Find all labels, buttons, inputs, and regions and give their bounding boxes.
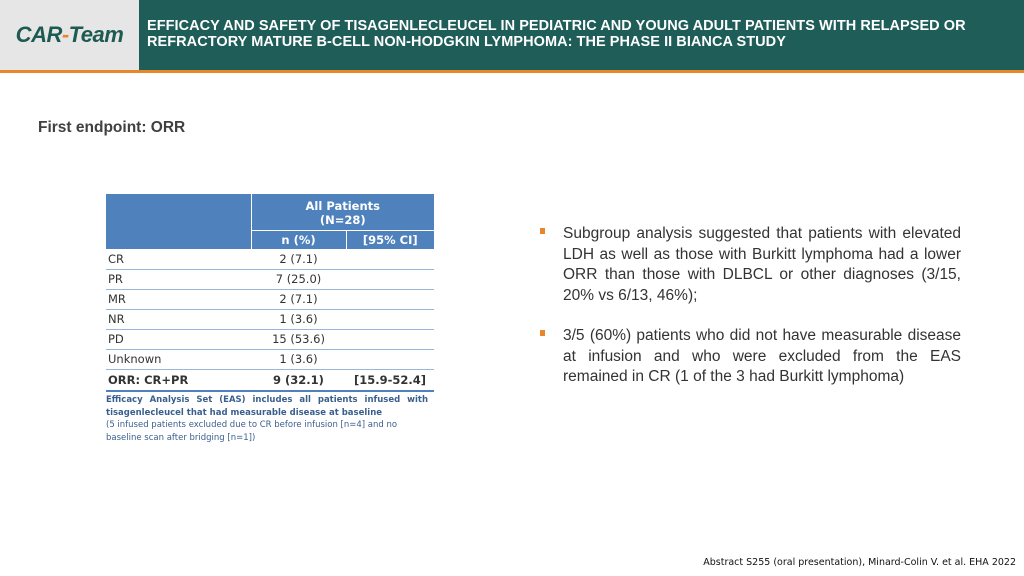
row-label: CR: [106, 249, 251, 269]
table-row: [106, 289, 434, 309]
logo-area: [0, 0, 139, 70]
orr-label: ORR: CR+PR: [106, 369, 251, 391]
list-item: Subgroup analysis suggested that patients with elevated LDH as well as those with Burkitt lymphoma had a lower ORR than those with DLBCL or other diagnoses (3/15, 20% vs 6/13, 46%);: [540, 224, 961, 306]
findings-list: [540, 224, 961, 408]
row-value: 2 (7.1): [251, 249, 346, 269]
row-value: 2 (7.1): [251, 289, 346, 309]
row-value: 15 (53.6): [251, 329, 346, 349]
orr-value: 9 (32.1): [251, 369, 346, 391]
orr-table: [106, 194, 434, 392]
header-divider: [0, 70, 1024, 73]
table-row: [106, 329, 434, 349]
row-value: 7 (25.0): [251, 269, 346, 289]
title-area: [139, 0, 1024, 70]
row-label: MR: [106, 289, 251, 309]
row-ci: [346, 349, 434, 369]
col-header-ci: [95% CI]: [346, 230, 434, 249]
list-item: 3/5 (60%) patients who did not have measurable disease at infusion and who were excluded from the EAS remained in CR (1 of the 3 had Burkitt lymphoma): [540, 326, 961, 388]
table-row: [106, 269, 434, 289]
row-ci: [346, 309, 434, 329]
row-label: Unknown: [106, 349, 251, 369]
bullet-square-icon: [540, 330, 545, 336]
car-team-logo: CAR-Team: [15, 22, 124, 47]
table-group-header: All Patients (N=28): [251, 194, 434, 230]
orr-ci: [15.9-52.4]: [346, 369, 434, 391]
bullet-square-icon: [540, 228, 545, 234]
orr-row: [106, 369, 434, 391]
citation-footer: Abstract S255 (oral presentation), Minard-Colin V. et al. EHA 2022: [703, 557, 1016, 568]
row-ci: [346, 249, 434, 269]
table-row: [106, 349, 434, 369]
row-ci: [346, 269, 434, 289]
header-bar: [0, 0, 1024, 72]
row-label: PD: [106, 329, 251, 349]
col-header-n: n (%): [251, 230, 346, 249]
row-value: 1 (3.6): [251, 349, 346, 369]
row-ci: [346, 289, 434, 309]
row-label: NR: [106, 309, 251, 329]
table-row: [106, 309, 434, 329]
table-corner-cell: [106, 194, 251, 249]
row-value: 1 (3.6): [251, 309, 346, 329]
orr-table-block: [106, 194, 434, 444]
section-subtitle: First endpoint: ORR: [38, 119, 186, 136]
table-row: [106, 249, 434, 269]
table-footnote: Efficacy Analysis Set (EAS) includes all patients infused with tisagenlecleucel that had measurable disease at baseline (5 infused patients excluded due to CR before infusion [n=4] and no baseline scan after bridging [n=1]): [106, 395, 428, 443]
slide-title: EFFICACY AND SAFETY OF TISAGENLECLEUCEL IN PEDIATRIC AND YOUNG ADULT PATIENTS WITH RELAPSED OR REFRACTORY MATURE B-CELL NON-HODGKIN LYMPHOMA: THE PHASE II BIANCA STUDY: [147, 18, 966, 50]
row-label: PR: [106, 269, 251, 289]
row-ci: [346, 329, 434, 349]
